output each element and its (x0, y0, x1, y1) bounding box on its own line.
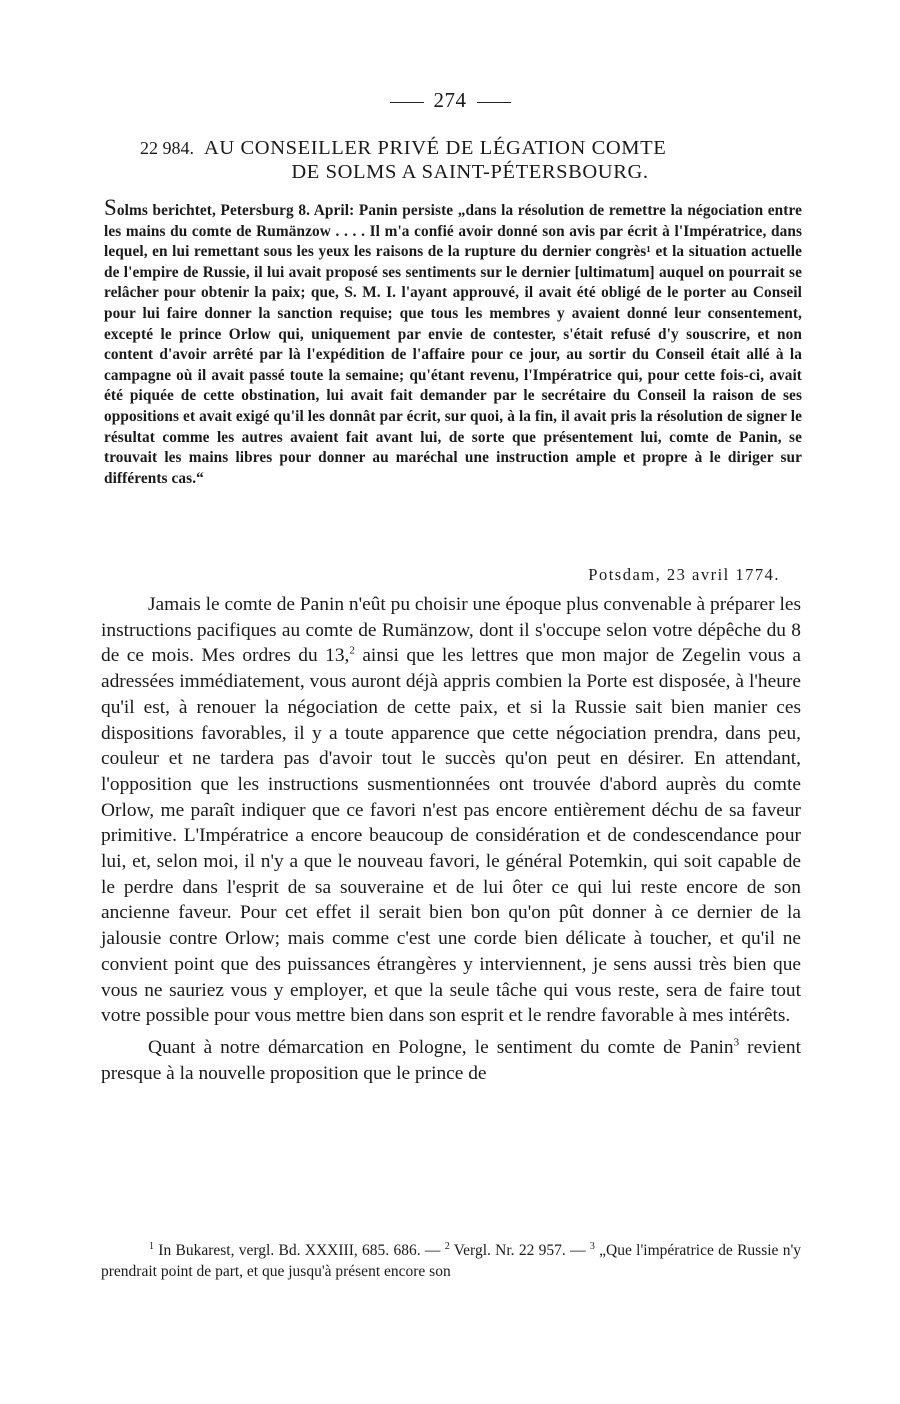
body-paragraph-2 (101, 1035, 801, 1086)
heading-line-2: DE SOLMS A SAINT-PÉTERSBOURG. (291, 161, 649, 183)
body-paragraph-1 (101, 592, 801, 1029)
footnote-ref-3: 3 (733, 1036, 740, 1049)
body-paragraph-2-part-a: Quant à notre démarcation en Pologne, le sentiment du comte de Panin (148, 1036, 734, 1058)
heading-line-1: AU CONSEILLER PRIVÉ DE LÉGATION COMTE (204, 137, 667, 159)
dateline: Potsdam, 23 avril 1774. (588, 565, 780, 584)
footnote-ref-2: 2 (349, 644, 355, 657)
dash-left (390, 102, 424, 103)
report-summary-text: olms berichtet, Petersburg 8. April: Panin persiste „dans la résolution de remettre la négociation entre les mains du comte de Rumänzow . . . . Il m'a confié avoir donné son avis par écrit à l'Impératrice, dans lequel, en lui remettant sous les yeux les raisons de la rupture du dernier congrès¹ et la situation actuelle de l'empire de Russie, il lui avait proposé ses sentiments sur le dernier [ultimatum] auquel on pourrait se relâcher pour obtenir la paix; que, S. M. I. l'ayant approuvé, il avait été obligé de le porter au Conseil pour lui faire donner la sanction requise; que tous les membres y avaient donné leur consentement, excepté le prince Orlow qui, uniquement par envie de contester, s'était refusé d'y souscrire, et non content d'avoir arrêté par là l'expédition de l'affaire pour ce jour, au sortir du Conseil était allé à la campagne où il avait passé toute la semaine; qu'étant revenu, l'Impératrice qui, pour cette fois-ci, avait été piquée de cette obstination, lui avait fait demander par le secrétaire du Conseil la raison de ses oppositions et avait exigé qu'il les donnât par écrit, sur quoi, à la fin, il avait pris la résolution de signer le résultat comme les autres avaient fait avant lui, de sorte que présentement lui, comte de Panin, se trouvait les mains libres pour donner au maréchal une instruction ample et propre à le diriger sur différents cas.“ (104, 202, 802, 487)
body-paragraph-1-part-a: Jamais le comte de Panin n'eût pu choisir une époque plus convenable à préparer les instructions pacifiques au comte de Rumänzow, dont il s'occupe selon votre dépêche du 8 de ce mois. Mes ordres du 13, (101, 594, 801, 667)
page-number (0, 88, 900, 113)
footnote-3-text: „Que l'impératrice de Russie n'y prendrait point de part, et que jusqu'à présent encore son (101, 1242, 802, 1280)
footnote-marker-3: 3 (589, 1240, 595, 1252)
letter-heading (140, 136, 780, 184)
footnote-marker-1: 1 (149, 1240, 154, 1252)
dash-right (477, 102, 511, 103)
body-paragraph-2-part-b: revient presque à la nouvelle proposition que le prince de (101, 1036, 801, 1084)
letter-number: 22 984. (140, 138, 194, 158)
letter-body (101, 592, 801, 1086)
report-summary (104, 195, 802, 489)
footnote-1-text: In Bukarest, vergl. Bd. XXXIII, 685. 686. — (154, 1242, 445, 1259)
footnotes (101, 1240, 801, 1282)
footnote-marker-2: 2 (444, 1240, 450, 1252)
footnote-2-text: Vergl. Nr. 22 957. — (449, 1242, 590, 1259)
body-paragraph-1-part-b: ainsi que les lettres que mon major de Zegelin vous a adressées immédiatement, vous auront déjà appris combien la Porte est disposée, à l'heure qu'il est, à renouer la négociation de cette paix, et si la Russie sait bien manier ces dispositions favorables, il y a toute apparence que cette négociation prendra, dans peu, couleur et ne tardera pas d'avoir tout le succès qu'on peut en désirer. En attendant, l'opposition que les instructions susmentionnées ont trouvée d'abord auprès du comte Orlow, me paraît indiquer que ce favori n'est pas encore entièrement déchu de sa faveur primitive. L'Impératrice a encore beaucoup de considération et de condescendance pour lui, et, selon moi, il n'y a que le nouveau favori, le général Potemkin, qui soit capable de le perdre dans l'esprit de sa souveraine et de lui ôter ce qui lui reste encore de son ancienne faveur. Pour cet effet il serait bien bon qu'on pût donner à ce dernier de la jalousie contre Orlow; mais comme c'est une corde bien délicate à toucher, et qu'il ne convient point que des puissances étrangères y interviennent, je sens aussi très bien que vous ne sauriez vous y employer, et que la seule tâche qui vous reste, sera de faire tout votre possible pour vous mettre bien dans son esprit et le rendre favorable à mes intérêts. (101, 645, 801, 1027)
page-number-text: 274 (433, 88, 467, 112)
drop-initial: S (104, 195, 117, 220)
